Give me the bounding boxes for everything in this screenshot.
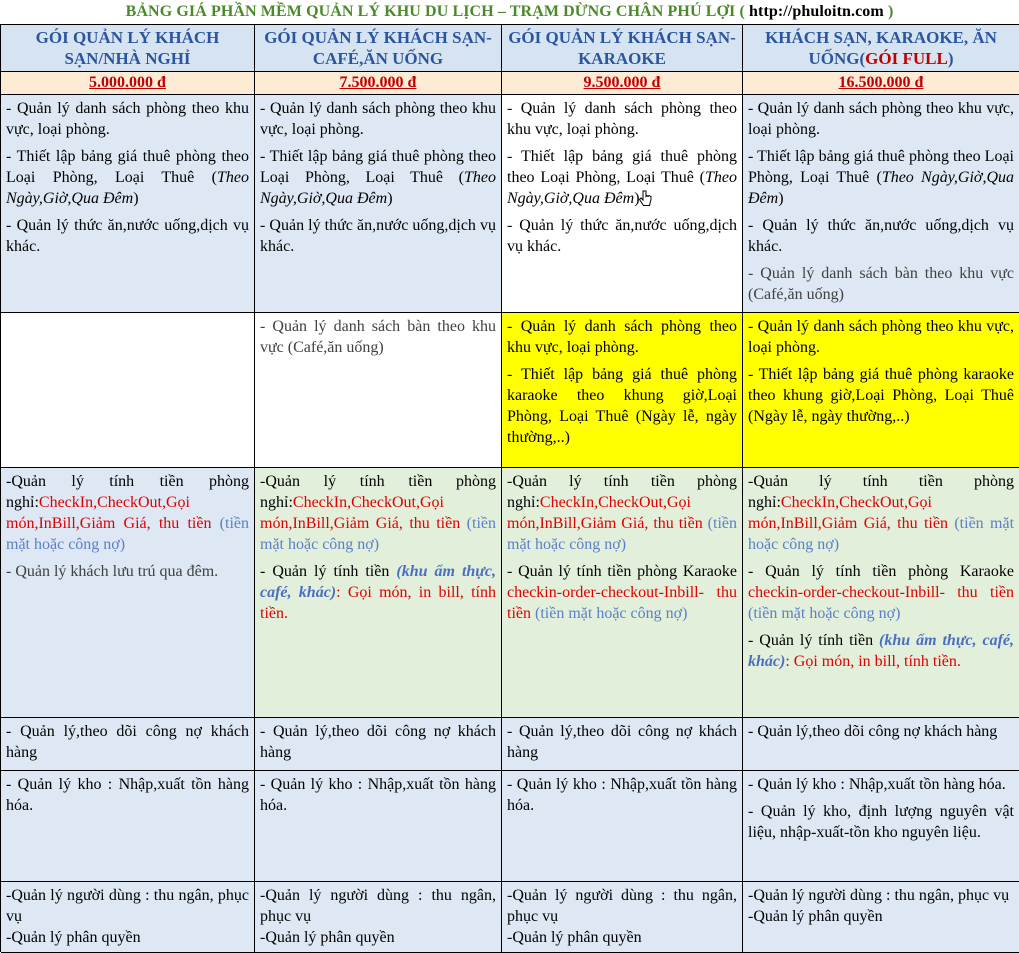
title-close: )	[887, 3, 894, 20]
price-hotel-karaoke: 9.500.000 đ	[502, 72, 743, 95]
debt-cell-1: - Quản lý,theo dõi công nợ khách hàng	[1, 718, 255, 771]
billing-cell-3: -Quản lý tính tiền phòng nghỉ:CheckIn,CheckOut,Gọi món,InBill,Giảm Giá, thu tiền (tiền mặt hoặc công nợ) - Quản lý tính tiền phòng Karaoke checkin-order-checkout-Inbill- thu tiền (tiền mặt hoặc công nợ)	[502, 468, 743, 718]
price-hotel-cafe: 7.500.000 đ	[255, 72, 502, 95]
hand-pointer-icon	[638, 190, 652, 208]
header-full: KHÁCH SẠN, KARAOKE, ĂN UỐNG(GÓI FULL)	[743, 25, 1019, 72]
stock-cell-1: - Quản lý kho : Nhập,xuất tồn hàng hóa.	[1, 771, 255, 882]
stock-cell-4: - Quản lý kho : Nhập,xuất tồn hàng hóa. - Quản lý kho, định lượng nguyên vật liệu, nhập-xuất-tồn kho nguyên liệu.	[743, 771, 1019, 882]
table-cell-4: - Quản lý danh sách phòng theo khu vực, loại phòng. - Thiết lập bảng giá thuê phòng karaoke theo khung giờ,Loại Phòng, Loại Thuê (Ngày lễ, ngày thường,..)	[743, 313, 1019, 468]
table-cell-2: - Quản lý danh sách bàn theo khu vực (Café,ăn uống)	[255, 313, 502, 468]
room-cell-4: - Quản lý danh sách phòng theo khu vực, loại phòng. - Thiết lập bảng giá thuê phòng theo Loại Phòng, Loại Thuê (Theo Ngày,Giờ,Qua Đêm) - Quản lý thức ăn,nước uống,dịch vụ khác. - Quản lý danh sách bàn theo khu vực (Café,ăn uống)	[743, 95, 1019, 313]
users-cell-1: -Quản lý người dùng : thu ngân, phục vụ -Quản lý phân quyền	[1, 882, 255, 953]
title-url-link[interactable]: http://phuloitn.com	[749, 3, 884, 20]
room-cell-2: - Quản lý danh sách phòng theo khu vực, loại phòng. - Thiết lập bảng giá thuê phòng theo Loại Phòng, Loại Thuê (Theo Ngày,Giờ,Qua Đêm) - Quản lý thức ăn,nước uống,dịch vụ khác.	[255, 95, 502, 313]
users-cell-2: -Quản lý người dùng : thu ngân, phục vụ -Quản lý phân quyền	[255, 882, 502, 953]
header-hotel-cafe: GÓI QUẢN LÝ KHÁCH SẠN-CAFÉ,ĂN UỐNG	[255, 25, 502, 72]
table-cell-3: - Quản lý danh sách phòng theo khu vực, loại phòng. - Thiết lập bảng giá thuê phòng karaoke theo khung giờ,Loại Phòng, Loại Thuê (Ngày lễ, ngày thường,..)	[502, 313, 743, 468]
debt-cell-3: - Quản lý,theo dõi công nợ khách hàng	[502, 718, 743, 771]
users-cell-3: -Quản lý người dùng : thu ngân, phục vụ -Quản lý phân quyền	[502, 882, 743, 953]
stock-cell-2: - Quản lý kho : Nhập,xuất tồn hàng hóa.	[255, 771, 502, 882]
header-full-highlight: GÓI FULL	[865, 49, 948, 68]
table-cell-1	[1, 313, 255, 468]
price-full: 16.500.000 đ	[743, 72, 1019, 95]
header-hotel: GÓI QUẢN LÝ KHÁCH SẠN/NHÀ NGHỈ	[1, 25, 255, 72]
stock-cell-3: - Quản lý kho : Nhập,xuất tồn hàng hóa.	[502, 771, 743, 882]
title-text: BẢNG GIÁ PHẦN MỀM QUẢN LÝ KHU DU LỊCH – TRẠM DỪNG CHÂN PHÚ LỢI (	[125, 3, 745, 20]
billing-cell-4: -Quản lý tính tiền phòng nghỉ:CheckIn,CheckOut,Gọi món,InBill,Giảm Giá, thu tiền (tiền mặt hoặc công nợ) - Quản lý tính tiền phòng Karaoke checkin-order-checkout-Inbill- thu tiền (tiền mặt hoặc công nợ) - Quản lý tính tiền (khu ẩm thực, café, khác): Gọi món, in bill, tính tiền.	[743, 468, 1019, 718]
room-cell-3: - Quản lý danh sách phòng theo khu vực, loại phòng. - Thiết lập bảng giá thuê phòng theo Loại Phòng, Loại Thuê (Theo Ngày,Giờ,Qua Đêm) - Quản lý thức ăn,nước uống,dịch vụ khác.	[502, 95, 743, 313]
billing-cell-2: -Quản lý tính tiền phòng nghỉ:CheckIn,CheckOut,Gọi món,InBill,Giảm Giá, thu tiền (tiền mặt hoặc công nợ) - Quản lý tính tiền (khu ẩm thực, café, khác): Gọi món, in bill, tính tiền.	[255, 468, 502, 718]
billing-cell-1: -Quản lý tính tiền phòng nghỉ:CheckIn,CheckOut,Gọi món,InBill,Giảm Giá, thu tiền (tiền mặt hoặc công nợ) - Quản lý khách lưu trú qua đêm.	[1, 468, 255, 718]
room-cell-1: - Quản lý danh sách phòng theo khu vực, loại phòng. - Thiết lập bảng giá thuê phòng theo Loại Phòng, Loại Thuê (Theo Ngày,Giờ,Qua Đêm) - Quản lý thức ăn,nước uống,dịch vụ khác.	[1, 95, 255, 313]
debt-cell-4: - Quản lý,theo dõi công nợ khách hàng	[743, 718, 1019, 771]
price-table	[0, 24, 1019, 952]
debt-cell-2: - Quản lý,theo dõi công nợ khách hàng	[255, 718, 502, 771]
users-cell-4: -Quản lý người dùng : thu ngân, phục vụ -Quản lý phân quyền	[743, 882, 1019, 953]
page-title	[0, 0, 1019, 24]
price-hotel: 5.000.000 đ	[1, 72, 255, 95]
header-hotel-karaoke: GÓI QUẢN LÝ KHÁCH SẠN-KARAOKE	[502, 25, 743, 72]
